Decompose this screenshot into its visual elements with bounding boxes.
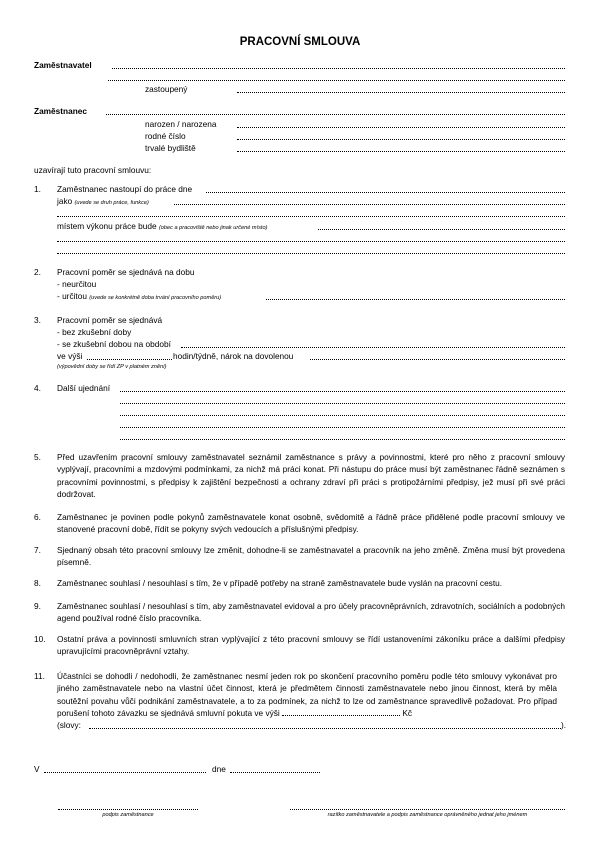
section-6-number: 6. bbox=[34, 512, 41, 522]
birth-number-label: rodné číslo bbox=[145, 131, 186, 141]
section-7-text: Sjednaný obsah této pracovní smlouvy lze změnit, dohodne-li se zaměstnavatel a pracovník na jeho změně. Změna musí být provedena písemně. bbox=[57, 545, 565, 568]
section-9-text: Zaměstnanec souhlasí / nesouhlasí s tím, aby zaměstnavatel evidoval a pro účely pracovněprávních, zdravotních, sociálních a podobných agend používal rodné číslo pracovníka. bbox=[57, 601, 565, 624]
employer-address-field[interactable] bbox=[108, 79, 565, 81]
born-field[interactable] bbox=[237, 126, 565, 128]
penalty-words-field[interactable] bbox=[89, 727, 561, 729]
work-place-label: místem výkonu práce bude (obec a pracoviště nebo jinak určené místo) bbox=[57, 221, 268, 231]
section-8-number: 8. bbox=[34, 578, 41, 588]
work-place-field-3[interactable] bbox=[57, 252, 565, 254]
section-10-number: 10. bbox=[34, 634, 46, 644]
duration-definite-note: (uvede se konkrétně doba trvání pracovního poměru) bbox=[89, 295, 222, 301]
currency-label: Kč bbox=[402, 708, 413, 719]
work-place-field-2[interactable] bbox=[57, 240, 565, 242]
other-agreements-field-4[interactable] bbox=[120, 426, 565, 428]
other-agreements-field-5[interactable] bbox=[120, 438, 565, 440]
job-as-field-2[interactable] bbox=[57, 215, 565, 217]
notice-note: (výpovědní doby se řídí ZP v platném znění) bbox=[57, 364, 167, 370]
other-agreements-field-3[interactable] bbox=[120, 414, 565, 416]
duration-indefinite: - neurčitou bbox=[57, 279, 97, 289]
page-title: PRACOVNÍ SMLOUVA bbox=[239, 36, 361, 48]
trial-period-field[interactable] bbox=[181, 346, 565, 348]
section-11-number: 11. bbox=[34, 671, 45, 681]
hours-prefix: ve výši bbox=[57, 351, 83, 361]
hours-field[interactable] bbox=[87, 358, 172, 360]
trial-period: - se zkušební dobou na období bbox=[57, 339, 171, 349]
work-place-field[interactable] bbox=[318, 228, 565, 230]
place-field[interactable] bbox=[44, 771, 206, 773]
intro-text: uzavírají tuto pracovní smlouvu: bbox=[34, 165, 152, 175]
leave-field[interactable] bbox=[310, 358, 565, 360]
section-7-number: 7. bbox=[34, 545, 41, 555]
employee-signature-caption: podpis zaměstnance bbox=[102, 812, 154, 818]
section-6-text: Zaměstnanec je povinen podle pokynů zaměstnavatele konat osobně, svědomitě a řádně práce přidělené podle pracovní smlouvy ve stanovené pracovní době, řídit se pokyny svých vedoucích a příslušnými předpisy. bbox=[57, 512, 565, 535]
born-label: narozen / narozena bbox=[145, 119, 217, 129]
represented-field[interactable] bbox=[237, 91, 565, 93]
date-field[interactable] bbox=[230, 771, 320, 773]
employer-label: Zaměstnavatel bbox=[34, 60, 92, 70]
penalty-amount-field[interactable] bbox=[282, 708, 400, 716]
work-place-note: (obec a pracoviště nebo jinak určené místo) bbox=[158, 225, 268, 231]
words-label: (slovy: bbox=[57, 720, 81, 730]
section-1-number: 1. bbox=[34, 184, 41, 194]
hours-leave-label: hodin/týdně, nárok na dovolenou bbox=[173, 351, 294, 361]
employer-signature-caption: razítko zaměstnavatele a podpis zaměstnance oprávněného jednat jeho jménem bbox=[327, 812, 528, 818]
residence-label: trvalé bydliště bbox=[145, 143, 196, 153]
section-9-number: 9. bbox=[34, 601, 41, 611]
section-4-number: 4. bbox=[34, 383, 41, 393]
section-5-number: 5. bbox=[34, 452, 41, 462]
words-end: ). bbox=[561, 720, 567, 730]
section-5-text: Před uzavřením pracovní smlouvy zaměstnavatel seznámil zaměstnance s právy a povinnostmi, které pro něho z pracovní smlouvy vyplývají, pracovními a mzdovými podmínkami, za nichž má práci konat. Při nástupu do práce musí být zaměstnanec řádně seznámen s pracovními povinnostmi, s předpisy k zajištění bezpečnosti a ochrany zdraví při práci s protipožárními předpisy, jež musí při své práci dodržovat. bbox=[57, 452, 565, 500]
employee-signature-field[interactable] bbox=[58, 808, 198, 810]
duration-definite-field[interactable] bbox=[266, 298, 565, 300]
place-prefix: V bbox=[34, 764, 40, 774]
birth-number-field[interactable] bbox=[237, 138, 565, 140]
start-date-label: Zaměstnanec nastoupí do práce dne bbox=[57, 184, 193, 194]
job-as-field[interactable] bbox=[174, 203, 565, 205]
start-date-field[interactable] bbox=[206, 191, 565, 193]
trial-none: - bez zkušební doby bbox=[57, 327, 132, 337]
section-10-text: Ostatní práva a povinnosti smluvních stran vyplývající z této pracovní smlouvy se řídí ustanoveními zákoníku práce a dalšími předpisy upravujícími pracovněprávní vztahy. bbox=[57, 634, 565, 657]
represented-label: zastoupený bbox=[145, 84, 188, 94]
employee-name-field[interactable] bbox=[106, 113, 565, 115]
employer-signature-field[interactable] bbox=[290, 808, 565, 810]
section-11-text: Účastníci se dohodli / nedohodli, že zaměstnanec nesmí jeden rok po skončení pracovního poměru podle této smlouvy vykonávat pro jiného zaměstnavatele nebo na vlastní účet činnost, která je předmětem činnosti zaměstnavatele nebo jinou činnost, která by měla soutěžní povahu vůči podnikání zaměstnavatele, a to za podmínek, za nichž to lze od zaměstnance spravedlivě požadovat. Pro případ porušení tohoto závazku se sjednává smluvní pokuta ve výši Kč bbox=[57, 671, 557, 719]
trial-label: Pracovní poměr se sjednává bbox=[57, 315, 163, 325]
other-agreements-field-1[interactable] bbox=[120, 390, 565, 392]
other-agreements-label: Další ujednání bbox=[57, 383, 111, 393]
duration-label: Pracovní poměr se sjednává na dobu bbox=[57, 267, 195, 277]
section-8-text: Zaměstnanec souhlasí / nesouhlasí s tím, že v případě potřeby na straně zaměstnavatele bude vyslán na pracovní cestu. bbox=[57, 578, 503, 588]
job-as-note: (uvede se druh práce, funkce) bbox=[74, 200, 149, 206]
other-agreements-field-2[interactable] bbox=[120, 402, 565, 404]
date-label: dne bbox=[212, 764, 226, 774]
section-2-number: 2. bbox=[34, 267, 41, 277]
section-3-number: 3. bbox=[34, 315, 41, 325]
residence-field[interactable] bbox=[237, 150, 565, 152]
duration-definite: - určitou (uvede se konkrétně doba trvání pracovního poměru) bbox=[57, 291, 222, 301]
employee-label: Zaměstnanec bbox=[34, 106, 88, 116]
employer-name-field[interactable] bbox=[112, 67, 565, 69]
job-as-label: jako (uvede se druh práce, funkce) bbox=[57, 196, 149, 206]
